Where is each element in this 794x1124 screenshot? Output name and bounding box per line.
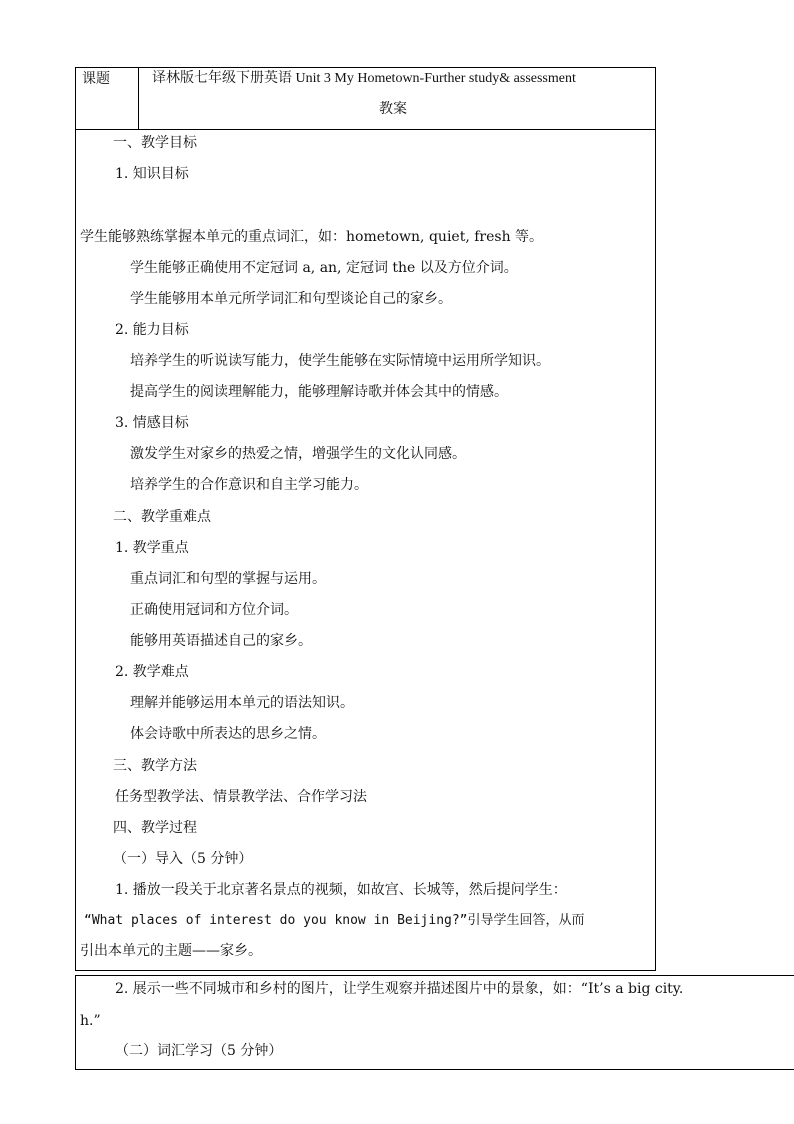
text-line: 能够用英语描述自己的家乡。 bbox=[130, 633, 312, 649]
box2-border-top bbox=[75, 975, 794, 976]
subheading-vocabulary: （二）词汇学习（5 分钟） bbox=[115, 1043, 283, 1059]
text-line: h.” bbox=[80, 1013, 101, 1029]
subheading-ability: 2. 能力目标 bbox=[115, 322, 189, 338]
subheading-emotion: 3. 情感目标 bbox=[115, 415, 189, 431]
subheading-knowledge: 1. 知识目标 bbox=[115, 166, 189, 182]
text-line: 任务型教学法、情景教学法、合作学习法 bbox=[115, 789, 367, 805]
text-line: 2. 展示一些不同城市和乡村的图片，让学生观察并描述图片中的景象，如：“It’s a big city. bbox=[115, 981, 684, 997]
text-line: 培养学生的听说读写能力，使学生能够在实际情境中运用所学知识。 bbox=[130, 353, 550, 369]
table-border-top bbox=[75, 67, 656, 68]
table-header-divider bbox=[75, 129, 656, 130]
header-title-line2: 教案 bbox=[379, 101, 407, 117]
heading-key-points: 二、教学重难点 bbox=[113, 509, 211, 525]
text-line: 提高学生的阅读理解能力，能够理解诗歌并体会其中的情感。 bbox=[130, 384, 508, 400]
text-line: 培养学生的合作意识和自主学习能力。 bbox=[130, 477, 368, 493]
header-label: 课题 bbox=[82, 71, 110, 87]
text-line: 正确使用冠词和方位介词。 bbox=[130, 602, 298, 618]
table-border-bottom bbox=[75, 970, 656, 971]
text-line: 引出本单元的主题——家乡。 bbox=[80, 943, 262, 959]
text-line: 1. 播放一段关于北京著名景点的视频，如故宫、长城等，然后提问学生： bbox=[115, 882, 567, 898]
subheading-intro: （一）导入（5 分钟） bbox=[113, 851, 253, 867]
text-line: 学生能够熟练掌握本单元的重点词汇，如：hometown, quiet, fresh 等。 bbox=[80, 229, 544, 245]
text-line: 理解并能够运用本单元的语法知识。 bbox=[130, 695, 354, 711]
subheading-focus: 1. 教学重点 bbox=[115, 540, 189, 556]
box2-border-bottom bbox=[75, 1069, 794, 1070]
text-line: 激发学生对家乡的热爱之情，增强学生的文化认同感。 bbox=[130, 446, 466, 462]
box2-border-left bbox=[75, 975, 76, 1070]
text-line: 学生能够用本单元所学词汇和句型谈论自己的家乡。 bbox=[130, 291, 452, 307]
header-title-line1: 译林版七年级下册英语 Unit 3 My Hometown-Further study& assessment bbox=[152, 71, 576, 86]
text-line: 体会诗歌中所表达的思乡之情。 bbox=[130, 726, 326, 742]
table-border-left bbox=[75, 67, 76, 971]
text-line: 重点词汇和句型的掌握与运用。 bbox=[130, 571, 326, 587]
heading-methods: 三、教学方法 bbox=[113, 758, 197, 774]
heading-objectives: 一、教学目标 bbox=[113, 135, 197, 151]
text-line: 学生能够正确使用不定冠词 a, an, 定冠词 the 以及方位介词。 bbox=[130, 260, 518, 276]
text-line: “What places of interest do you know in Beijing?”引导学生回答，从而 bbox=[84, 913, 585, 928]
subheading-difficulty: 2. 教学难点 bbox=[115, 664, 189, 680]
heading-process: 四、教学过程 bbox=[113, 820, 197, 836]
table-label-divider bbox=[138, 67, 139, 130]
table-border-right bbox=[655, 67, 656, 971]
